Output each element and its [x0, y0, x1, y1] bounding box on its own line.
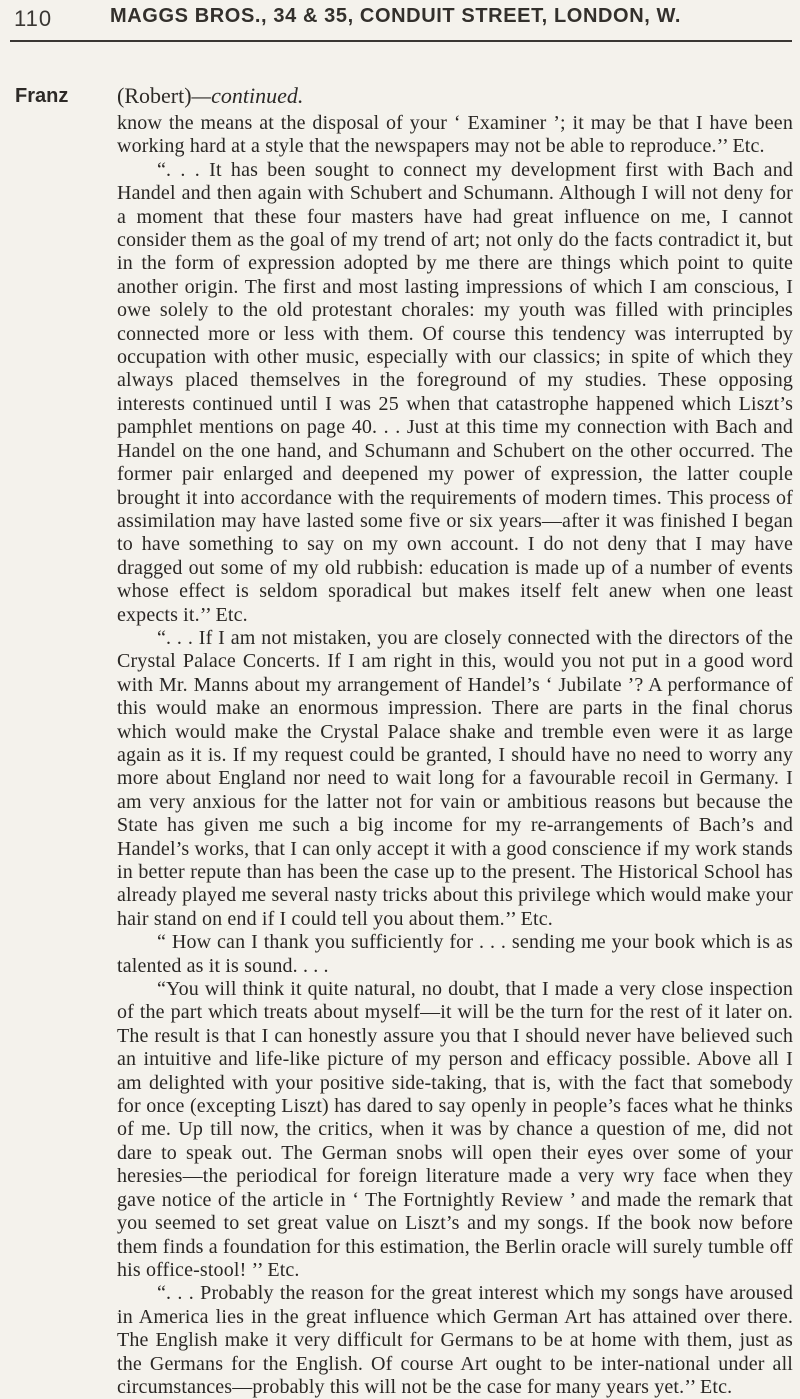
entry-heading	[117, 83, 303, 109]
running-header: MAGGS BROS., 34 & 35, CONDUIT STREET, LONDON, W.	[110, 5, 682, 27]
header-rule	[10, 40, 792, 42]
page-number: 110	[14, 6, 53, 31]
paragraph: “. . . If I am not mistaken, you are closely connected with the directors of the Crystal Palace Concerts. If I am right in this, would you not put in a good word with Mr. Manns about my arrangement of Handel’s ‘ Jubilate ’? A performance of this would make an enormous impression. There are parts in the final chorus which would make the Crystal Palace shake and tremble even were it as large again as it is. If my request could be granted, I should have no need to worry any more about England nor need to wait long for a favourable recoil in Germany. I am very anxious for the latter not for vain or ambitious reasons but because the State has given me such a big income for my re-arrangements of Bach’s and Handel’s works, that I can only accept it with a good conscience if my work stands in better repute than has been the case up to the present. The Historical School has already played me several nasty tricks about this privilege which would make your hair stand on end if I could tell you about them.’’ Etc.	[117, 626, 793, 930]
paragraph: “ How can I thank you sufficiently for . . . sending me your book which is as talented as it is sound. . . .	[117, 931, 793, 977]
paragraph: “. . . It has been sought to connect my development first with Bach and Handel and then again with Schubert and Schumann. Although I will not deny for a moment that these four masters have had great influence on me, I cannot consider them as the goal of my trend of art; not only do the facts contradict it, but in the form of expression adopted by me there are things which point to quite another origin. The first and most lasting impressions of which I am conscious, I owe solely to the old protestant chorales: my youth was filled with principles connected more or less with them. Of course this tendency was interrupted by occupation with other music, especially with our classics; in spite of which they always placed themselves in the foreground of my studies. These opposing interests continued until I was 25 when that catastrophe happened which Liszt’s pamphlet mentions on page 40. . . Just at this time my connection with Bach and Handel on the one hand, and Schumann and Schubert on the other occurred. The former pair enlarged and deepened my power of expression, the latter couple brought it into accordance with the requirements of modern times. This process of assimilation may have lasted some five or six years—after it was finished I began to have something to say on my own account. I do not deny that I may have dragged out some of my old rubbish: education is made up of a number of events whose effect is seldom sporadical but makes itself felt anew when one least expects it.’’ Etc.	[117, 158, 793, 626]
entry-heading-name: (Robert)	[117, 83, 192, 108]
paragraph: “You will think it quite natural, no doubt, that I made a very close inspection of the part which treats about myself—it will be the turn for the rest of it later on. The result is that I can honestly assure you that I should never have believed such an intuitive and life-like picture of my person and efficacy possible. Above all I am delighted with your positive side-taking, that is, with the fact that somebody for once (excepting Liszt) has dared to say openly in people’s faces what he thinks of me. Up till now, the critics, when it was by chance a question of me, did not dare to speak out. The German snobs will open their eyes over some of your heresies—the periodical for foreign literature made a very wry face when they gave notice of the article in ‘ The Fortnightly Review ’ and made the remark that you seemed to set great value on Liszt’s and my songs. If the book now before them finds a foundation for this estimation, the Berlin oracle will surely tumble off his office-stool! ’’ Etc.	[117, 978, 793, 1281]
entry-heading-suffix: —continued.	[191, 83, 304, 108]
paragraph: know the means at the disposal of your ‘ Examiner ’; it may be that I have been working hard at a style that the newspapers may not be able to reproduce.’’ Etc.	[117, 112, 793, 158]
paragraph: “. . . Probably the reason for the great interest which my songs have aroused in America lies in the great influence which German Art has attained over there. The English make it very difficult for Germans to be at home with them, just as the Germans for the English. Of course Art ought to be inter-national under all circumstances—probably this will not be the case for many years yet.’’ Etc.	[117, 1282, 793, 1398]
entry-name: Franz	[15, 85, 69, 107]
entry-body	[117, 112, 793, 1399]
